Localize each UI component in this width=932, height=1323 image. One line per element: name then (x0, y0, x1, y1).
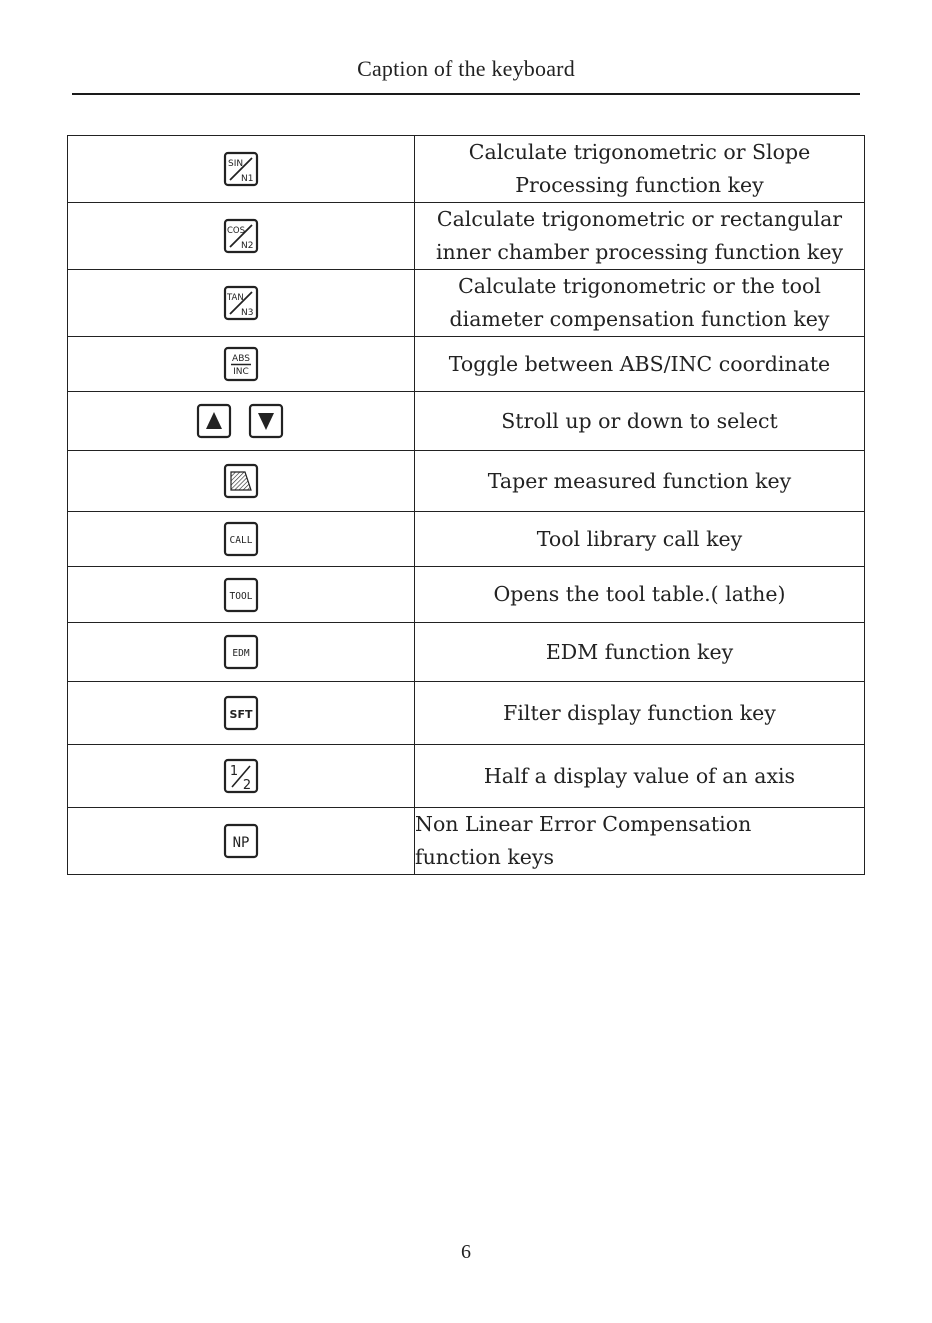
table-row (68, 682, 865, 745)
key-label: TOOL (229, 590, 253, 602)
key-icon-cell (68, 337, 415, 392)
key-icon-cell (68, 567, 415, 623)
table-row (68, 623, 865, 682)
key-label-top: 1 (229, 764, 239, 779)
table-row (68, 203, 865, 270)
description-line: inner chamber processing function key (435, 240, 844, 264)
description-line: Taper measured function key (487, 468, 792, 493)
page-number: 6 (461, 1241, 471, 1263)
np-key-icon (223, 823, 259, 859)
header-rule (72, 93, 860, 95)
description-line: function keys (415, 845, 554, 869)
description-line: Non Linear Error Compensation (415, 812, 752, 836)
key-label-top: ABS (232, 354, 250, 364)
description-line: Calculate trigonometric or the tool (458, 274, 821, 298)
table-row (68, 136, 865, 203)
key-icon-cell (68, 745, 415, 808)
table-row (68, 512, 865, 567)
key-icon-cell (68, 682, 415, 745)
sft-key-icon (223, 695, 259, 731)
key-icon-cell (68, 270, 415, 337)
description-line: Filter display function key (503, 700, 776, 725)
key-icon-cell (68, 136, 415, 203)
up-down-arrow-keys-icon (196, 403, 286, 439)
up-arrow-key-icon (198, 405, 230, 437)
key-icon-cell (68, 512, 415, 567)
sin-n1-key-icon (223, 151, 259, 187)
half-key-icon (223, 758, 259, 794)
key-label-bottom: N3 (241, 308, 254, 318)
key-label-bottom: 2 (242, 778, 252, 793)
taper-key-icon (223, 463, 259, 499)
description-line: Tool library call key (536, 526, 743, 551)
description-cell (415, 512, 865, 567)
key-icon-cell (68, 392, 415, 451)
key-icon-cell (68, 808, 415, 875)
description-cell (415, 745, 865, 808)
key-label-bottom: INC (233, 367, 249, 377)
page-title: Caption of the keyboard (357, 56, 575, 81)
key-icon-cell (68, 203, 415, 270)
table-row (68, 337, 865, 392)
table-row (68, 392, 865, 451)
key-label-top: TAN (227, 293, 244, 303)
key-label: EDM (232, 648, 250, 659)
description-cell (415, 270, 865, 337)
call-key-icon (223, 521, 259, 557)
cos-n2-key-icon (223, 218, 259, 254)
description-line: Toggle between ABS/INC coordinate (448, 351, 831, 376)
description-cell (415, 567, 865, 623)
tool-key-icon (223, 577, 259, 613)
down-arrow-key-icon (250, 405, 282, 437)
key-icon-cell (68, 623, 415, 682)
description-line: Calculate trigonometric or rectangular (436, 207, 843, 231)
key-label-top: COS (227, 226, 246, 236)
table-row (68, 745, 865, 808)
description-line: Processing function key (515, 173, 764, 197)
key-label: SFT (229, 708, 253, 721)
key-label-bottom: N1 (241, 174, 254, 184)
description-cell (415, 392, 865, 451)
description-line: Calculate trigonometric or Slope (468, 140, 811, 164)
key-label: NP (232, 835, 250, 851)
description-cell (415, 203, 865, 270)
table-row (68, 270, 865, 337)
table-row (68, 808, 865, 875)
description-cell (415, 623, 865, 682)
description-cell (415, 451, 865, 512)
description-cell (415, 682, 865, 745)
tan-n3-key-icon (223, 285, 259, 321)
description-cell (415, 808, 865, 875)
description-line: diameter compensation function key (449, 307, 830, 331)
key-label-top: SIN (228, 159, 244, 169)
description-line: Half a display value of an axis (483, 763, 796, 788)
table-row (68, 451, 865, 512)
key-label: CALL (229, 535, 253, 546)
key-label-bottom: N2 (241, 241, 254, 251)
description-line: Stroll up or down to select (501, 408, 778, 433)
key-icon-cell (68, 451, 415, 512)
abs-inc-key-icon (223, 346, 259, 382)
description-line: Opens the tool table.( lathe) (493, 582, 786, 606)
description-cell (415, 337, 865, 392)
description-line: EDM function key (545, 639, 734, 664)
edm-key-icon (223, 634, 259, 670)
description-cell (415, 136, 865, 203)
table-row (68, 567, 865, 623)
keyboard-caption-table (67, 135, 865, 875)
